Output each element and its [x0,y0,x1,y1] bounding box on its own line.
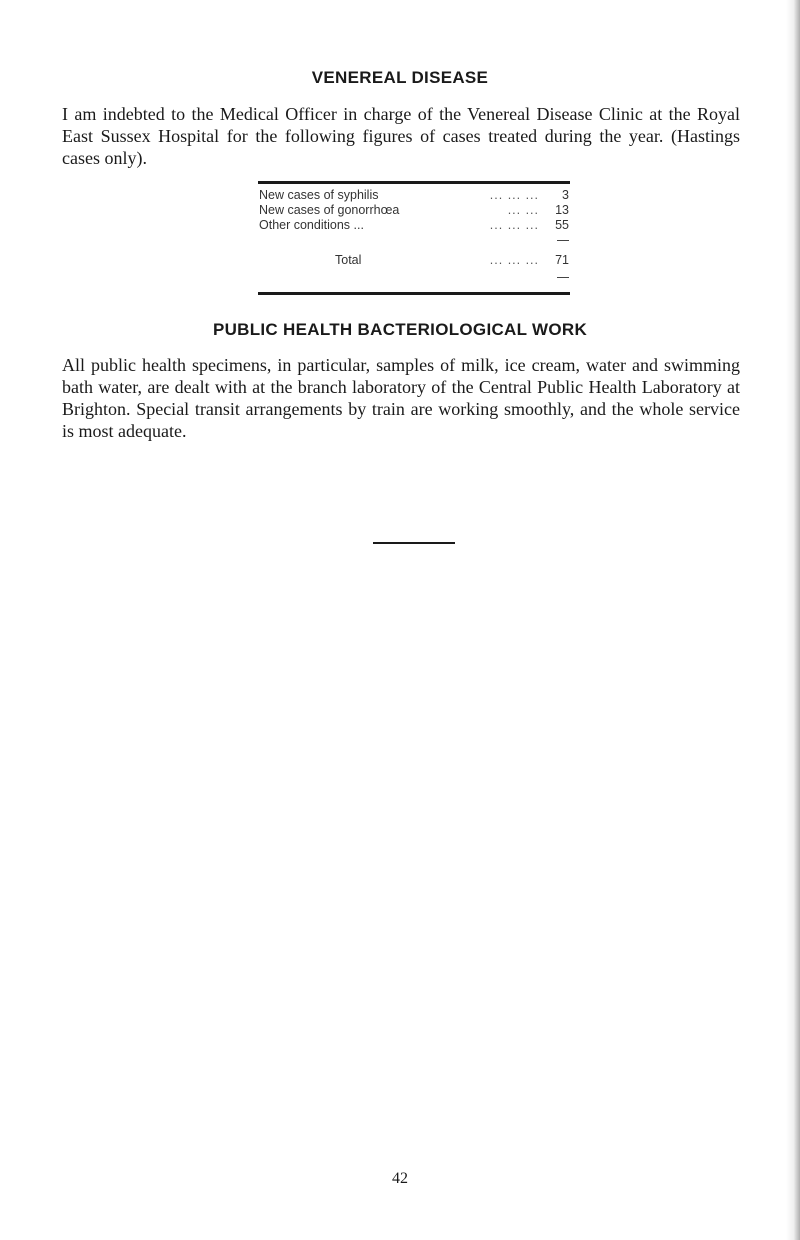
total-value: 71 [555,253,569,267]
row-value: 13 [555,203,569,217]
row-label: Other conditions ... [259,218,364,232]
row-value: 3 [562,188,569,202]
row-value: 55 [555,218,569,232]
sum-rule-bottom [557,277,569,278]
cases-table [259,188,569,267]
bacteriological-work-paragraph: All public health specimens, in particular, samples of milk, ice cream, water and swimming bath water, are dealt with at the branch laboratory of the Central Public Health Laboratory at Brighton. Special transit arrangements by train are working smoothly, and the whole service is most adequate. [62,355,740,441]
page-number: 42 [392,1170,408,1187]
table-row [259,188,569,203]
venereal-disease-heading: VENEREAL DISEASE [311,68,489,87]
page-edge-shadow [786,0,800,1240]
row-label: New cases of syphilis [259,188,379,202]
table-top-rule [258,181,570,184]
section-divider [373,542,455,544]
table-row [259,203,569,218]
leader-dots: ... ... ... [489,218,539,232]
table-bottom-rule [258,292,570,295]
sum-rule-top [557,240,569,241]
leader-dots: ... ... [507,203,539,217]
venereal-disease-paragraph: I am indebted to the Medical Officer in charge of the Venereal Disease Clinic at the Royal East Sussex Hospital for the following figures of cases treated during the year. (Hastings cases only). [62,104,740,168]
row-label: New cases of gonorrhœa [259,203,400,217]
bacteriological-work-heading: PUBLIC HEALTH BACTERIOLOGICAL WORK [212,320,588,339]
total-row [259,253,569,268]
table-row [259,218,569,233]
leader-dots: ... ... ... [489,188,539,202]
leader-dots: ... ... ... [489,253,539,267]
total-label: Total [335,253,362,267]
